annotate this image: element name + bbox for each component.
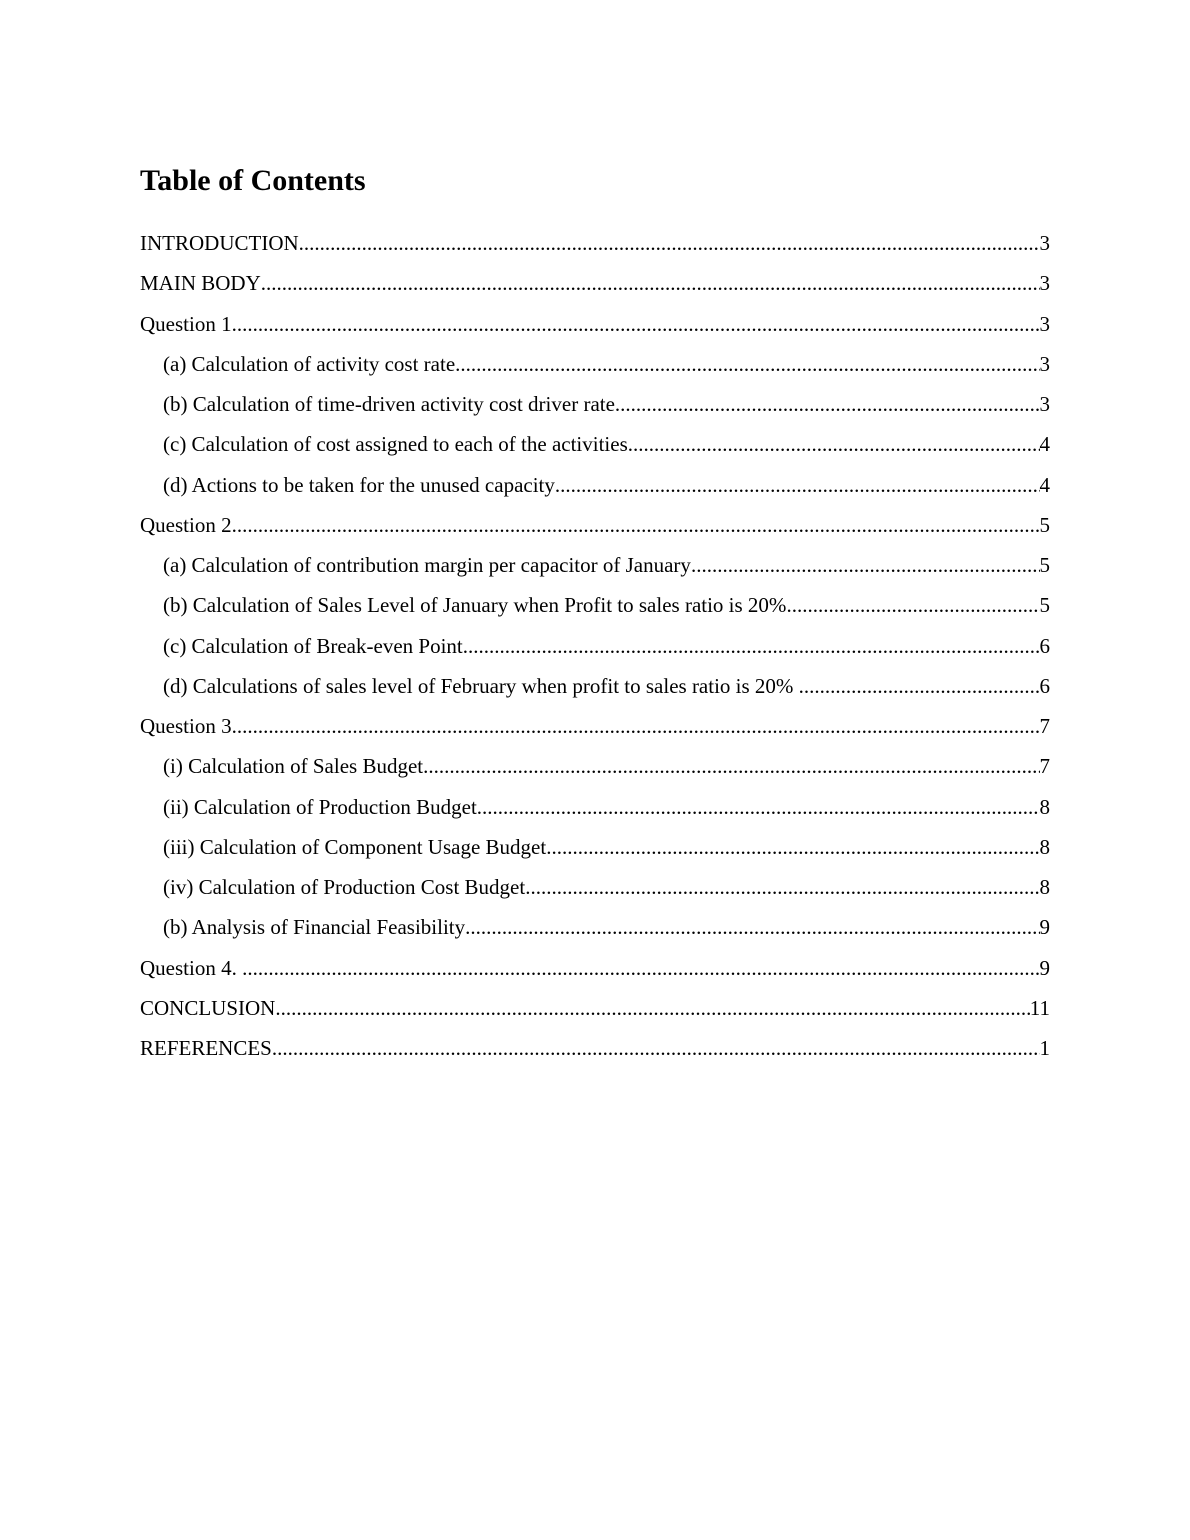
- toc-entry-page: 7: [1039, 754, 1050, 779]
- toc-entry-label: (d) Calculations of sales level of February when profit to sales ratio is 20%: [163, 673, 799, 698]
- toc-entry-label: (ii) Calculation of Production Budget: [163, 794, 477, 819]
- toc-entry-introduction[interactable]: [140, 229, 1050, 269]
- toc-entry-label: (b) Calculation of Sales Level of January when Profit to sales ratio is 20%: [163, 593, 787, 618]
- toc-dot-leader: [232, 511, 1040, 539]
- toc-entry-page: 1: [1039, 1036, 1050, 1060]
- toc-entry-q3-b[interactable]: [140, 913, 1050, 953]
- toc-entry-page: 5: [1039, 553, 1050, 577]
- toc-entry-q2-b[interactable]: [140, 591, 1050, 631]
- toc-entry-page: 5: [1039, 512, 1050, 537]
- toc-dot-leader: [786, 591, 1039, 619]
- toc-entry-label: INTRODUCTION: [140, 231, 299, 255]
- toc-entry-conclusion[interactable]: [140, 994, 1050, 1034]
- toc-entry-label: (b) Analysis of Financial Feasibility: [163, 915, 466, 940]
- toc-entry-page: 6: [1039, 633, 1050, 658]
- toc-dot-leader: [691, 551, 1040, 579]
- toc-entry-page: 4: [1039, 472, 1050, 497]
- toc-entry-question-3[interactable]: [140, 712, 1050, 752]
- toc-entry-label: (b) Calculation of time-driven activity cost driver rate: [163, 392, 615, 416]
- toc-dot-leader: [261, 269, 1040, 297]
- toc-entry-page: 8: [1039, 794, 1050, 819]
- toc-entry-page: 3: [1039, 271, 1050, 296]
- toc-entry-page: 6: [1039, 673, 1050, 698]
- toc-entry-q1-d[interactable]: [140, 471, 1050, 511]
- toc-dot-leader: [463, 632, 1040, 660]
- toc-entry-q1-c[interactable]: [140, 430, 1050, 470]
- toc-dot-leader: [299, 229, 1040, 257]
- toc-list: [140, 229, 1050, 1074]
- toc-dot-leader: [477, 793, 1040, 821]
- toc-entry-references[interactable]: [140, 1034, 1050, 1074]
- toc-entry-label: Question 1: [140, 311, 232, 336]
- toc-entry-label: (c) Calculation of Break-even Point: [163, 633, 463, 658]
- toc-dot-leader: [799, 672, 1040, 700]
- toc-entry-label: (a) Calculation of contribution margin per capacitor of January: [163, 553, 691, 577]
- toc-entry-page: 3: [1039, 231, 1050, 255]
- toc-entry-page: 9: [1039, 955, 1050, 980]
- toc-entry-label: (iii) Calculation of Component Usage Budget: [163, 834, 547, 859]
- toc-entry-page: 5: [1039, 593, 1050, 618]
- toc-entry-page: 11: [1029, 995, 1050, 1020]
- toc-entry-main-body[interactable]: [140, 269, 1050, 309]
- toc-dot-leader: [465, 913, 1039, 941]
- toc-entry-page: 9: [1039, 915, 1050, 940]
- toc-dot-leader: [423, 752, 1039, 780]
- toc-dot-leader: [272, 1034, 1040, 1062]
- toc-entry-page: 8: [1039, 834, 1050, 859]
- toc-entry-q2-d[interactable]: [140, 672, 1050, 712]
- toc-dot-leader: [242, 954, 1039, 982]
- toc-dot-leader: [525, 873, 1039, 901]
- toc-dot-leader: [455, 350, 1039, 378]
- toc-entry-q3-iii[interactable]: [140, 833, 1050, 873]
- toc-entry-q3-iv[interactable]: [140, 873, 1050, 913]
- toc-entry-label: Question 2: [140, 512, 232, 537]
- toc-entry-question-4[interactable]: [140, 954, 1050, 994]
- toc-entry-label: Question 3: [140, 714, 232, 738]
- toc-dot-leader: [628, 430, 1040, 458]
- toc-entry-q1-a[interactable]: [140, 350, 1050, 390]
- toc-entry-label: (iv) Calculation of Production Cost Budget: [163, 875, 526, 899]
- toc-dot-leader: [232, 712, 1040, 740]
- toc-entry-label: Question 4.: [140, 955, 243, 980]
- toc-entry-page: 3: [1039, 351, 1050, 376]
- toc-entry-q2-c[interactable]: [140, 632, 1050, 672]
- toc-dot-leader: [555, 471, 1040, 499]
- toc-dot-leader: [546, 833, 1039, 861]
- toc-entry-q2-a[interactable]: [140, 551, 1050, 591]
- toc-entry-label: (i) Calculation of Sales Budget: [163, 754, 424, 779]
- toc-entry-q3-ii[interactable]: [140, 793, 1050, 833]
- toc-entry-label: MAIN BODY: [140, 271, 261, 296]
- toc-dot-leader: [275, 994, 1029, 1022]
- toc-entry-page: 4: [1039, 432, 1050, 457]
- toc-title: Table of Contents: [140, 164, 366, 197]
- toc-entry-label: (d) Actions to be taken for the unused capacity: [163, 472, 555, 497]
- toc-entry-q1-b[interactable]: [140, 390, 1050, 430]
- toc-entry-page: 7: [1039, 714, 1050, 738]
- toc-entry-label: (a) Calculation of activity cost rate: [163, 351, 456, 376]
- toc-entry-page: 3: [1039, 392, 1050, 416]
- toc-entry-page: 8: [1039, 875, 1050, 899]
- toc-entry-question-1[interactable]: [140, 310, 1050, 350]
- toc-entry-page: 3: [1039, 311, 1050, 336]
- toc-dot-leader: [232, 310, 1040, 338]
- toc-entry-question-2[interactable]: [140, 511, 1050, 551]
- toc-entry-label: REFERENCES: [140, 1036, 272, 1060]
- toc-entry-label: CONCLUSION: [140, 995, 276, 1020]
- toc-entry-label: (c) Calculation of cost assigned to each of the activities: [163, 432, 628, 457]
- toc-dot-leader: [615, 390, 1040, 418]
- toc-entry-q3-i[interactable]: [140, 752, 1050, 792]
